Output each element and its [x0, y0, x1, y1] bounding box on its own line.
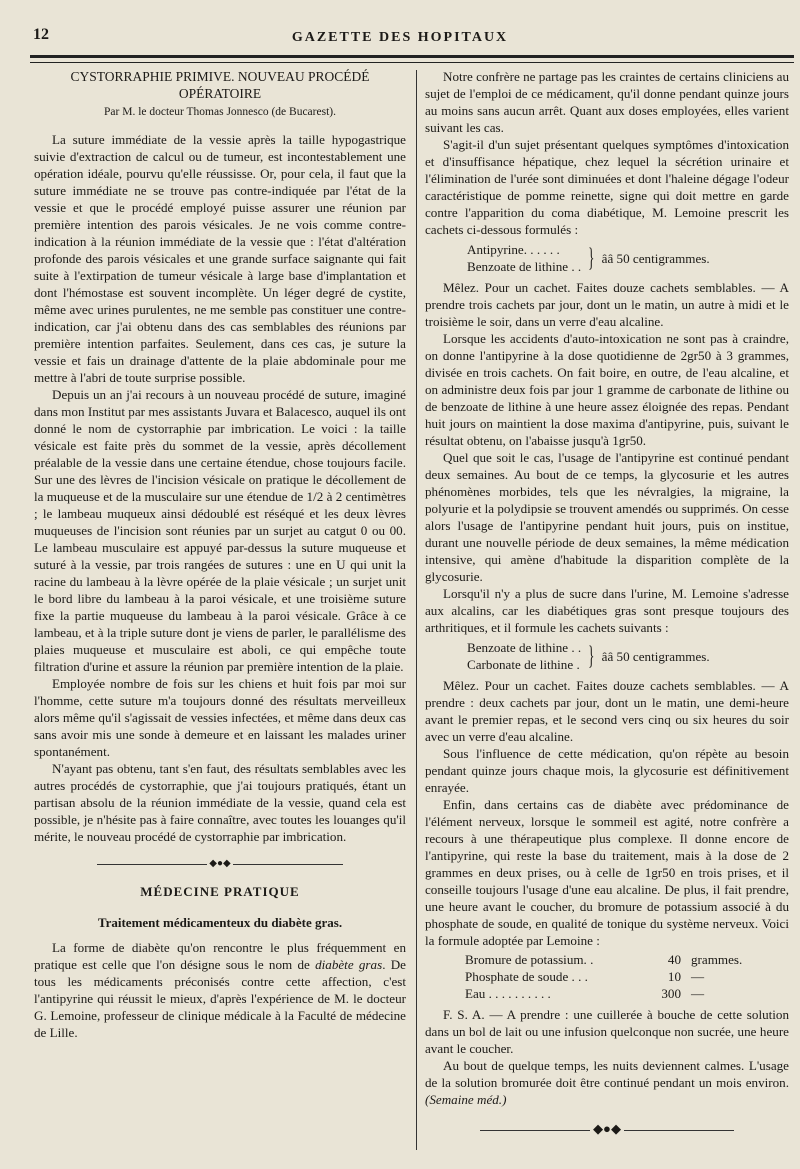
section-subtitle: Traitement médicamenteux du diabète gras. [97, 915, 343, 931]
article-paragraph: Employée nombre de fois sur les chiens et huit fois par moi sur l'homme, cette suture m'a toujours donné des résultats merveilleux alors même qu'il s'agissait de vessies infectées, et même dans deux cas sans avoir mis une sonde à demeure et en laissant les malades uriner spontanément. [34, 676, 406, 759]
header-rule-thick [30, 55, 794, 58]
prescription-formula-1 [467, 241, 789, 275]
intro-paragraph: La forme de diabète qu'on rencontre le plus fréquemment en pratique est celle que l'on désigne sous le nom de diabète gras. De tous les médicaments préconisés contre cette affection, c'est l'antipyrine qui réussit le mieux, d'après l'expérience de M. le docteur G. Lemoine, professeur de clinique médicale à la Faculté de médecine de Lille. [34, 940, 406, 1041]
formula-unit: — [691, 986, 705, 1001]
formula-ingredient: Eau . . . . . . . . . . [465, 986, 551, 1001]
formula-ingredient: Benzoate de lithine . . [467, 640, 582, 655]
column-divider [416, 70, 417, 1150]
section-separator: ◆●◆ [34, 859, 406, 869]
section-rubric: MÉDECINE PRATIQUE [140, 884, 300, 900]
article-paragraph: Mêlez. Pour un cachet. Faites douze cachets semblables. — A prendre : deux cachets par jour, dont un le matin, une demi-heure avant le premier repas, et le second vers cinq ou six heures du soir avec un verre d'eau alcaline. [425, 678, 789, 744]
article-title: CYSTORRAPHIE PRIMIVE. NOUVEAU PROCÉDÉ OPÉRATOIRE [70, 69, 370, 101]
prescription-formula-3 [465, 951, 789, 1002]
formula-unit: grammes. [691, 952, 743, 967]
journal-title: GAZETTE DES HOPITAUX [291, 30, 509, 45]
source-citation: (Semaine méd.) [425, 1092, 507, 1107]
article-paragraph: N'ayant pas obtenu, tant s'en faut, des résultats semblables avec les autres procédés de cystorraphie, que j'ai toujours pratiqués, étant un partisan absolu de la réunion immédiate de la vessie, quand cela est possible, je n'hésite pas à faire connaître, avec toutes les louanges qu'il mérite, le nouveau procédé de cystorraphie par imbrication. [34, 761, 406, 844]
formula-ingredient: Carbonate de lithine . [467, 657, 580, 672]
formula-ingredient: Antipyrine. . . . . . [467, 242, 560, 257]
article-paragraph: Quel que soit le cas, l'usage de l'antipyrine est continué pendant deux semaines. Au bout de ce temps, la glycosurie et les autres phénomènes morbides, tels que les névralgies, la migraine, la polyurie et la polydipsie se trouvent amendés ou supprimés. On cesse alors l'usage de l'antipyrine pendant huit jours, puis on institue, durant une nouvelle période de deux semaines, la même médication intensive, qui amène d'habitude la disparition complète de la glycosurie. [425, 450, 789, 584]
brace-glyph: } [588, 243, 595, 272]
article-paragraph: Lorsque les accidents d'auto-intoxication ne sont pas à craindre, on donne l'antipyrine à la dose quotidienne de 2gr50 à 3 grammes, divisée en trois cachets. On fait boire, en outre, de l'eau alcaline, et on administre deux fois par jour 1 gramme de carbonate de lithine ou de benzoate de lithine à une heure assez éloignée des repas. Pendant huit jours on maintient la dose maxima d'antipyrine, puis, suivant le résultat obtenu, on l'abaisse jusqu'à 1gr50. [425, 331, 789, 448]
article-paragraph: Depuis un an j'ai recours à un nouveau procédé de suture, imaginé dans mon Institut par mes assistants Juvara et Balacesco, auquel ils ont donné le nom de cystorraphie par imbrication. Le voici : la taille vésicale est faite près du sommet de la vessie, après décollement préalable de la vessie dans une certaine étendue, chose toujours facile. Sur une des lèvres de l'incision vésicale on pratique le décollement de la muqueuse et de la musculaire sur une étendue de 1/2 à 2 centimètres ; le lambeau muqueux ainsi dédoublé est réséqué et les deux lèvres muqueuses de l'incision sont réunies par un surjet au catgut 0 ou 00. Le lambeau musculaire est appuyé par-dessus la suture muqueuse et suturé à la vessie, par trois rangées de sutures : une en U qui unit la racine du lambeau à la lèvre opérée de la plaie vésicale ; un surjet unit le bord libre du lambeau à la paroi vésicale, et une troisième suture fixe la partie muqueuse du lambeau à la paroi vésicale. Grâce à ce lambeau, et à la triple suture dont je viens de parler, le parallélisme des plaies muqueuse et musculaire est aboli, ce qui empêche toute filtration d'urine et assure la réunion par première intention de la plaie. [34, 387, 406, 674]
formula-dose: ââ 50 centigrammes. [601, 250, 710, 266]
article-paragraph: S'agit-il d'un sujet présentant quelques symptômes d'intoxication et d'insuffisance hépatique, chez lequel la sécrétion urinaire et l'élimination de l'urée sont diminuées et dont l'haleine dégage l'odeur caractéristique de pomme reinette, signe qui doit mettre en garde contre l'apparition du coma diabétique, M. Lemoine prescrit les cachets ci-dessous formulés : [425, 137, 789, 237]
end-separator: ◆●◆ [425, 1120, 789, 1137]
article-paragraph: Sous l'influence de cette médication, qu'on répète au besoin pendant quinze jours chaque mois, la glycosurie est définitivement enrayée. [425, 746, 789, 795]
formula-unit: — [691, 969, 705, 984]
article-paragraph: Lorsqu'il n'y a plus de sucre dans l'urine, M. Lemoine s'adresse aux alcalins, car les diabétiques gras sont presque toujours des arthritiques, et il formule les cachets suivants : [425, 586, 789, 635]
formula-quantity: 40 [667, 952, 681, 967]
article-paragraph: Enfin, dans certains cas de diabète avec prédominance de l'élément nerveux, lorsque le sommeil est agité, notre confrère a recours à une thérapeutique plus complexe. Il donne encore de l'antipyrine, qui reste la base du traitement, mais à la dose de 2 grammes en deux prises, ou à celle de 1gr50 en trois prises, et il conseille toujours l'usage d'une eau alcaline. De plus, il fait prendre, une heure avant le coucher, du bromure de potassium associé à du phosphate de soude, en qualité de tonique du système nerveux. Voici la formule adoptée par Lemoine : [425, 797, 789, 948]
formula-row [465, 951, 789, 968]
formula-quantity: 10 [667, 969, 681, 984]
article-paragraph: Mêlez. Pour un cachet. Faites douze cachets semblables. — A prendre trois cachets par jour, dont un le matin, un autre à midi et le troisième le soir, dans un verre d'eau alcaline. [425, 280, 789, 329]
header-rule-thin [30, 62, 794, 63]
formula-quantity: 300 [661, 986, 681, 1001]
article-paragraph: La suture immédiate de la vessie après la taille hypogastrique suivie d'extraction de calcul ou de tumeur, est incontestablement une opération idéale, pourvu qu'elle réussisse. Or, pour cela, il faut que la suture immédiate ne se trouve pas contre-indiquée par l'état de la vessie et que le procédé employé puisse assurer une réunion par première intention des parois vésicales. Je ne vois comme contre-indication à la réunion immédiate de la vessie que : l'état d'altération profonde des parois vésicales et une grande surface saignante qui fait suite à l'extirpation de tumeur vésicale à large base d'implantation et dont l'hémostase est souvent incomplète. Un léger degré de cystite, même avec urines purulentes, ne me semble pas constituer une contre-indication, car j'ai obtenu dans des cas semblables des réunions par première intention parfaites. Seulement, dans ces cas, je suture la vessie et fais un drainage d'attente de la plaie abdominale pour me mettre à l'abri de toute surprise possible. [34, 132, 406, 385]
article-paragraph: F. S. A. — A prendre : une cuillerée à bouche de cette solution dans un bol de lait ou une infusion quelconque non sucrée, une heure avant le coucher. [425, 1007, 789, 1056]
right-column [425, 68, 789, 1137]
formula-dose: ââ 50 centigrammes. [601, 648, 710, 664]
left-column [34, 68, 406, 1041]
formula-row [465, 985, 789, 1002]
prescription-formula-2 [467, 639, 789, 673]
article-byline: Par M. le docteur Thomas Jonnesco (de Bucarest). [104, 106, 336, 118]
formula-ingredient: Benzoate de lithine . . [467, 259, 582, 274]
article-paragraph: Au bout de quelque temps, les nuits deviennent calmes. L'usage de la solution bromurée doit être continué pendant un mois environ. (Semaine méd.) [425, 1058, 789, 1107]
formula-row [465, 968, 789, 985]
article-paragraph: Notre confrère ne partage pas les craintes de certains cliniciens au sujet de l'emploi de ce médicament, qu'il donne pendant quinze jours au moins sans aucun arrêt. Quant aux doses employées, elles varient suivant les cas. [425, 69, 789, 135]
formula-ingredient: Phosphate de soude . . . [465, 969, 588, 984]
page-number: 12 [33, 26, 49, 43]
brace-glyph: } [588, 641, 595, 670]
formula-ingredient: Bromure de potassium. . [465, 952, 594, 967]
